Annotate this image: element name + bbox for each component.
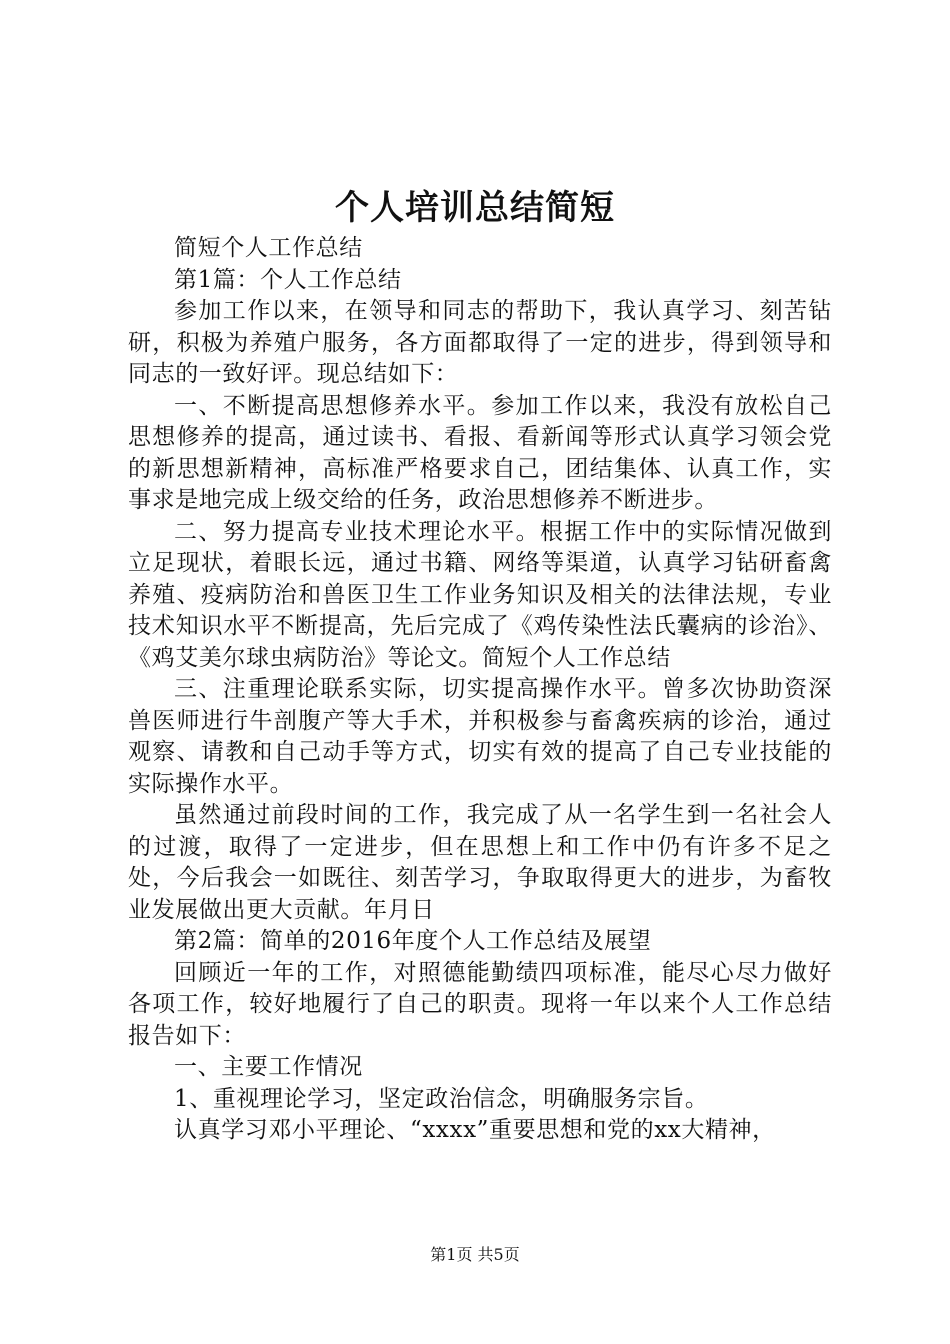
paragraph: 一、不断提高思想修养水平。参加工作以来，我没有放松自己思想修养的提高，通过读书、看报、看新闻等形式认真学习领会党的新思想新精神，高标准严格要求自己，团结集体、认真工作，实事求是地完成上级交给的任务，政治思想修养不断进步。: [128, 392, 832, 513]
paragraph: 回顾近一年的工作，对照德能勤绩四项标准，能尽心尽力做好各项工作，较好地履行了自己的职责。现将一年以来个人工作总结报告如下：: [128, 959, 832, 1049]
paragraph: 三、注重理论联系实际，切实提高操作水平。曾多次协助资深兽医师进行牛剖腹产等大手术，并积极参与畜禽疾病的诊治，通过观察、请教和自己动手等方式，切实有效的提高了自己专业技能的实际操作水平。: [128, 676, 832, 797]
paragraph: 简短个人工作总结: [174, 235, 363, 261]
paragraph: 1、重视理论学习，坚定政治信念，明确服务宗旨。: [174, 1085, 709, 1112]
paragraph: 一、主要工作情况: [174, 1054, 363, 1080]
paragraph: 二、努力提高专业技术理论水平。根据工作中的实际情况做到立足现状，着眼长远，通过书籍、网络等渠道，认真学习钻研畜禽养殖、疫病防治和兽医卫生工作业务知识及相关的法律法规，专业技术知识水平不断提高，先后完成了《鸡传染性法氏囊病的诊治》、《鸡艾美尔球虫病防治》等论文。简短个人工作总结: [128, 518, 832, 671]
page-footer: 第1页 共5页: [430, 1245, 520, 1264]
document-title: 个人培训总结简短: [335, 188, 615, 228]
document-body: [128, 233, 832, 1147]
paragraph: 虽然通过前段时间的工作，我完成了从一名学生到一名社会人的过渡，取得了一定进步，但在思想上和工作中仍有许多不足之处，今后我会一如既往、刻苦学习，争取取得更大的进步，为畜牧业发展做出更大贡献。年月日: [128, 802, 832, 923]
paragraph: 第2篇：简单的2016年度个人工作总结及展望: [174, 928, 652, 954]
paragraph: 认真学习邓小平理论、“xxxx”重要思想和党的xx大精神，: [174, 1117, 776, 1143]
paragraph: 参加工作以来，在领导和同志的帮助下，我认真学习、刻苦钻研，积极为养殖户服务，各方面都取得了一定的进步，得到领导和同志的一致好评。现总结如下：: [128, 298, 832, 387]
paragraph: 第1篇：个人工作总结: [174, 266, 402, 293]
